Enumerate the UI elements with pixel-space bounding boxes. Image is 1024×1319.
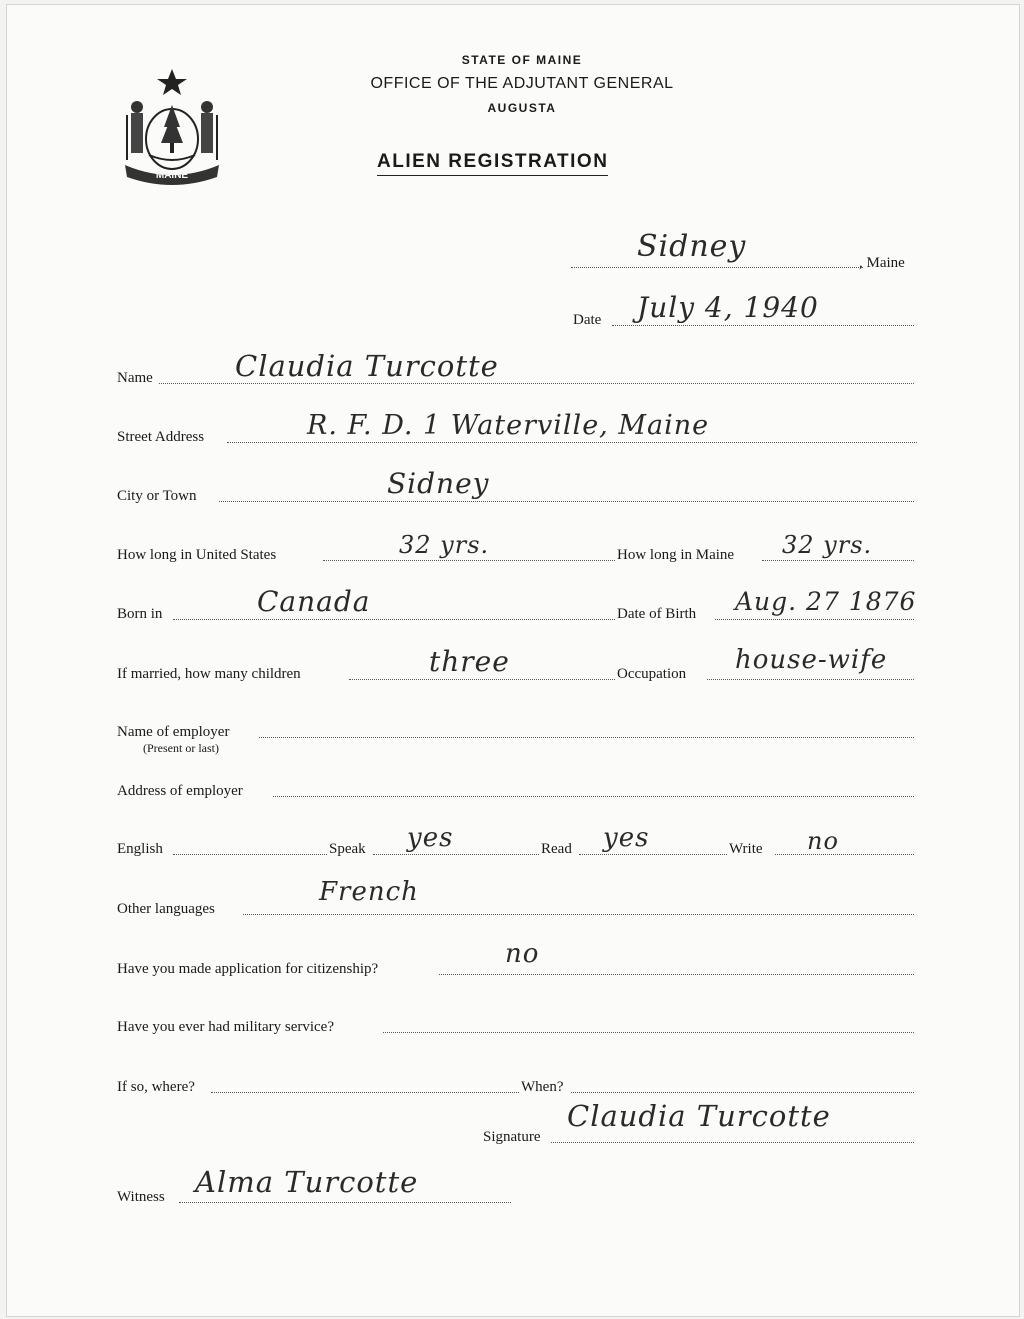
english-line: [173, 854, 327, 855]
name-line: [159, 383, 914, 384]
form-title: ALIEN REGISTRATION: [377, 151, 608, 176]
occupation-line: [707, 679, 914, 680]
street-address-value: R. F. D. 1 Waterville, Maine: [307, 410, 710, 441]
date-line: [612, 325, 914, 326]
signature-label: Signature: [483, 1129, 541, 1145]
when-line: [571, 1092, 914, 1093]
children-label: If married, how many children: [117, 666, 301, 682]
born-in-line: [173, 619, 615, 620]
form-page: [6, 4, 1020, 1317]
signature-value: Claudia Turcotte: [567, 1099, 831, 1133]
other-languages-value: French: [319, 877, 419, 907]
date-of-birth-line: [715, 619, 914, 620]
if-so-where-label: If so, where?: [117, 1079, 195, 1095]
when-label: When?: [521, 1079, 564, 1095]
employer-address-line: [273, 796, 914, 797]
date-of-birth-value: Aug. 27 1876: [735, 587, 917, 616]
employer-address-label: Address of employer: [117, 783, 243, 799]
city-or-town-label: City or Town: [117, 488, 197, 504]
city-heading: AUGUSTA: [487, 101, 557, 115]
witness-line: [179, 1202, 511, 1203]
citizenship-label: Have you made application for citizenship?: [117, 961, 379, 977]
name-value: Claudia Turcotte: [235, 349, 499, 383]
read-line: [579, 854, 727, 855]
how-long-maine-label: How long in Maine: [617, 547, 735, 563]
how-long-maine-line: [762, 560, 914, 561]
write-value: no: [807, 827, 839, 855]
how-long-us-value: 32 yrs.: [399, 531, 490, 559]
military-line: [383, 1032, 914, 1033]
speak-value: yes: [407, 823, 454, 853]
how-long-us-label: How long in United States: [117, 547, 277, 563]
office-heading: OFFICE OF THE ADJUTANT GENERAL: [370, 75, 674, 92]
speak-label: Speak: [329, 841, 366, 857]
employer-name-sublabel: (Present or last): [143, 741, 219, 755]
state-heading: STATE OF MAINE: [461, 53, 583, 67]
employer-name-line: [259, 737, 914, 738]
how-long-maine-value: 32 yrs.: [782, 531, 873, 559]
seal-banner: MAINE: [155, 170, 189, 181]
other-languages-label: Other languages: [117, 901, 215, 917]
city-or-town-line: [219, 501, 914, 502]
children-line: [349, 679, 615, 680]
employer-name-label: Name of employer: [117, 724, 230, 740]
signature-line: [551, 1142, 914, 1143]
occupation-value: house-wife: [735, 645, 888, 675]
street-address-label: Street Address: [117, 429, 205, 445]
witness-label: Witness: [117, 1189, 165, 1205]
state-seal-icon: [117, 65, 227, 185]
how-long-us-line: [323, 560, 615, 561]
children-value: three: [429, 645, 510, 678]
speak-line: [373, 854, 539, 855]
write-label: Write: [729, 841, 763, 857]
citizenship-value: no: [505, 939, 540, 969]
read-value: yes: [603, 823, 650, 853]
town-line: [571, 267, 863, 268]
date-of-birth-label: Date of Birth: [617, 606, 697, 622]
town-value: Sidney: [637, 229, 747, 264]
occupation-label: Occupation: [617, 666, 687, 682]
write-line: [775, 854, 914, 855]
name-label: Name: [117, 370, 153, 386]
maine-label: , Maine: [859, 255, 905, 271]
citizenship-line: [439, 974, 914, 975]
born-in-value: Canada: [257, 585, 371, 618]
date-label: Date: [573, 312, 602, 328]
english-label: English: [117, 841, 163, 857]
witness-value: Alma Turcotte: [195, 1165, 419, 1199]
read-label: Read: [541, 841, 572, 857]
born-in-label: Born in: [117, 606, 163, 622]
street-address-line: [227, 442, 917, 443]
other-languages-line: [243, 914, 914, 915]
if-so-where-line: [211, 1092, 519, 1093]
military-label: Have you ever had military service?: [117, 1019, 334, 1035]
city-or-town-value: Sidney: [387, 467, 490, 500]
date-value: July 4, 1940: [637, 291, 819, 324]
